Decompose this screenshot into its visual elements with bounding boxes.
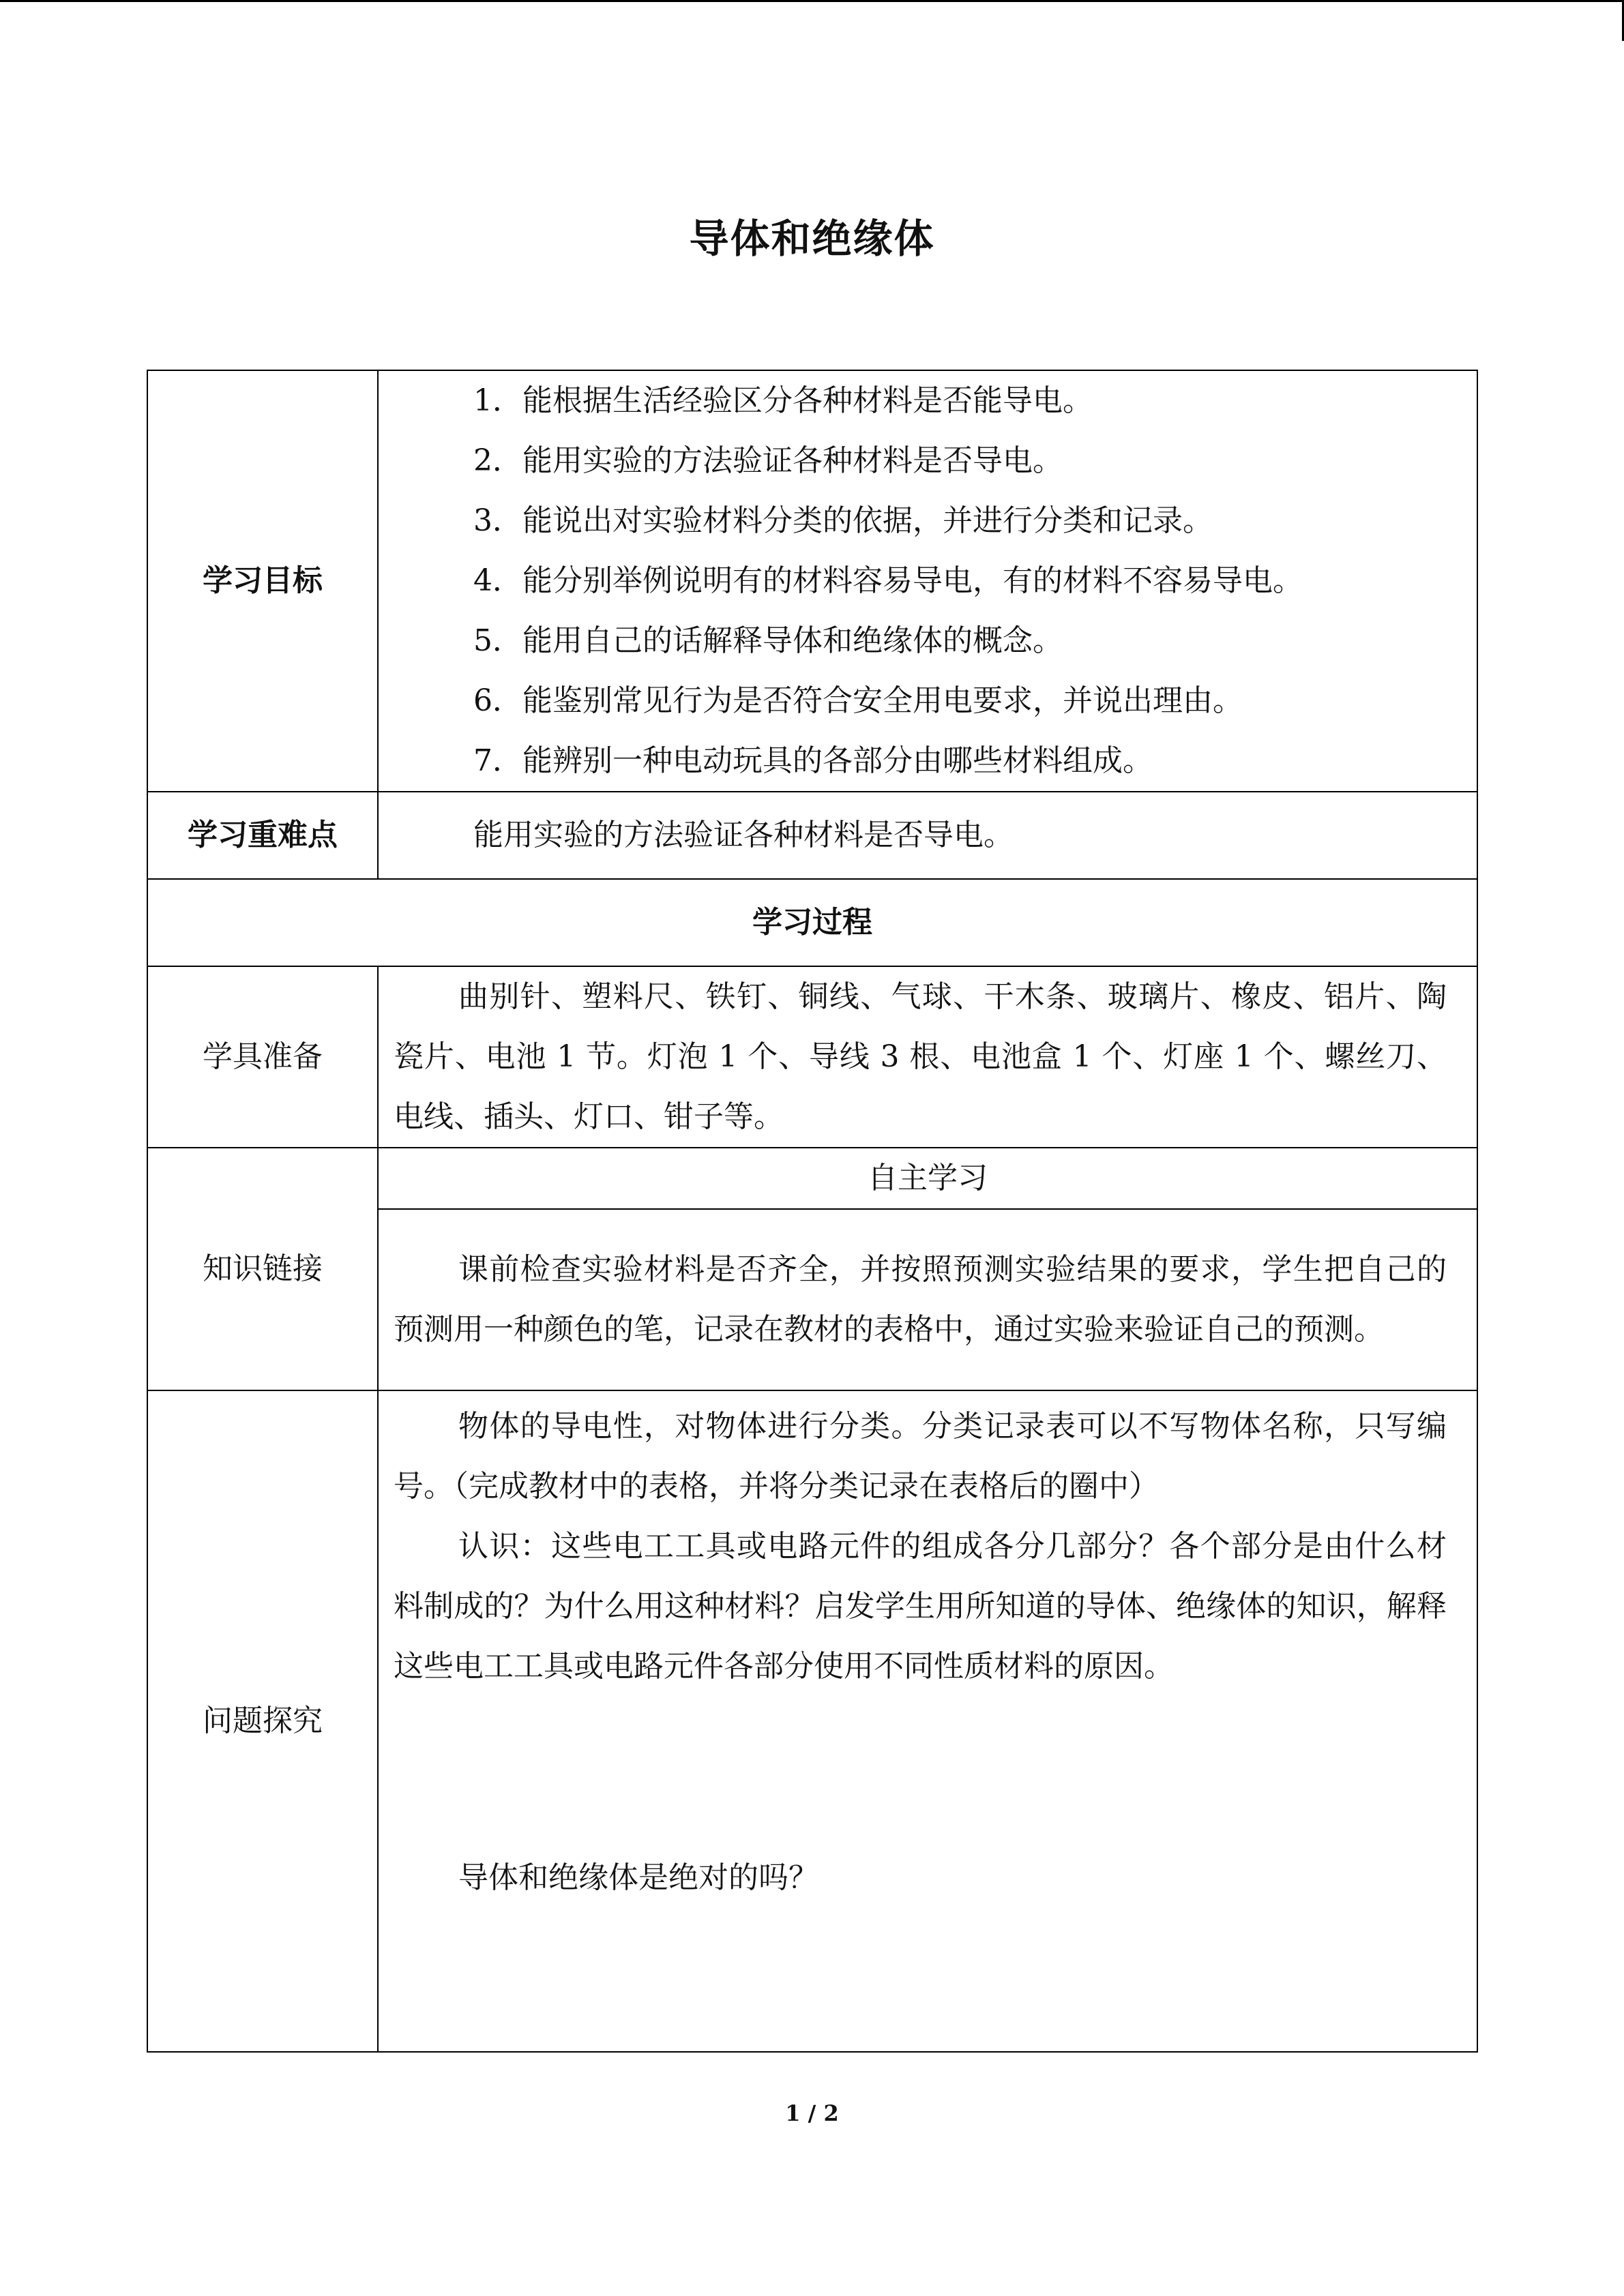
lesson-table — [147, 370, 1478, 2053]
inquiry-label: 问题探究 — [147, 1390, 378, 2052]
goal-item: 6．能鉴别常见行为是否符合安全用电要求，并说出理由。 — [473, 683, 1243, 718]
goal-item: 1．能根据生活经验区分各种材料是否能导电。 — [473, 383, 1093, 418]
page-top-border — [0, 0, 1624, 2]
knowledge-label: 知识链接 — [147, 1148, 378, 1390]
goals-label: 学习目标 — [147, 370, 378, 792]
goal-item: 2．能用实验的方法验证各种材料是否导电。 — [473, 443, 1063, 478]
goal-item: 7．能辨别一种电动玩具的各部分由哪些材料组成。 — [473, 743, 1153, 778]
materials-label: 学具准备 — [147, 966, 378, 1148]
knowledge-subheader-row — [147, 1148, 1477, 1209]
inquiry-row — [147, 1390, 1477, 2052]
key-points-label: 学习重难点 — [147, 792, 378, 879]
inquiry-content — [378, 1390, 1477, 2052]
goal-item: 3．能说出对实验材料分类的依据，并进行分类和记录。 — [473, 503, 1213, 538]
knowledge-subheader: 自主学习 — [378, 1148, 1477, 1209]
inquiry-paragraph: 认识：这些电工工具或电路元件的组成各分几部分？各个部分是由什么材料制成的？为什么用这种材料？启发学生用所知道的导体、绝缘体的知识，解释这些电工工具或电路元件各部分使用不同性质材料的原因。 — [394, 1529, 1447, 1684]
key-points-text: 能用实验的方法验证各种材料是否导电。 — [473, 818, 1014, 852]
materials-text: 曲别针、塑料尺、铁钉、铜线、气球、干木条、玻璃片、橡皮、铝片、陶瓷片、电池 1 节。灯泡 1 个、导线 3 根、电池盒 1 个、灯座 1 个、螺丝刀、电线、插头、灯口、钳子等。 — [394, 979, 1447, 1134]
process-header: 学习过程 — [147, 879, 1477, 966]
document-title: 导体和绝缘体 — [689, 215, 935, 262]
blank-answer-space — [394, 1697, 1447, 1848]
inquiry-paragraph: 物体的导电性，对物体进行分类。分类记录表可以不写物体名称，只写编号。（完成教材中的表格，并将分类记录在表格后的圈中） — [394, 1409, 1447, 1504]
blank-answer-space — [394, 1908, 1447, 1990]
goals-content — [378, 370, 1477, 792]
inquiry-paragraph: 导体和绝缘体是绝对的吗？ — [458, 1860, 818, 1895]
knowledge-text: 课前检查实验材料是否齐全，并按照预测实验结果的要求，学生把自己的预测用一种颜色的笔，记录在教材的表格中，通过实验来验证自己的预测。 — [394, 1252, 1447, 1347]
goal-item: 4．能分别举例说明有的材料容易导电，有的材料不容易导电。 — [473, 563, 1303, 598]
page-number: 1 / 2 — [785, 2100, 839, 2126]
goal-item: 5．能用自己的话解释导体和绝缘体的概念。 — [473, 623, 1063, 658]
materials-content — [378, 966, 1477, 1148]
key-points-content — [378, 792, 1477, 879]
process-header-row — [147, 879, 1477, 966]
goals-row — [147, 370, 1477, 792]
knowledge-content — [378, 1209, 1477, 1390]
materials-row — [147, 966, 1477, 1148]
key-points-row — [147, 792, 1477, 879]
